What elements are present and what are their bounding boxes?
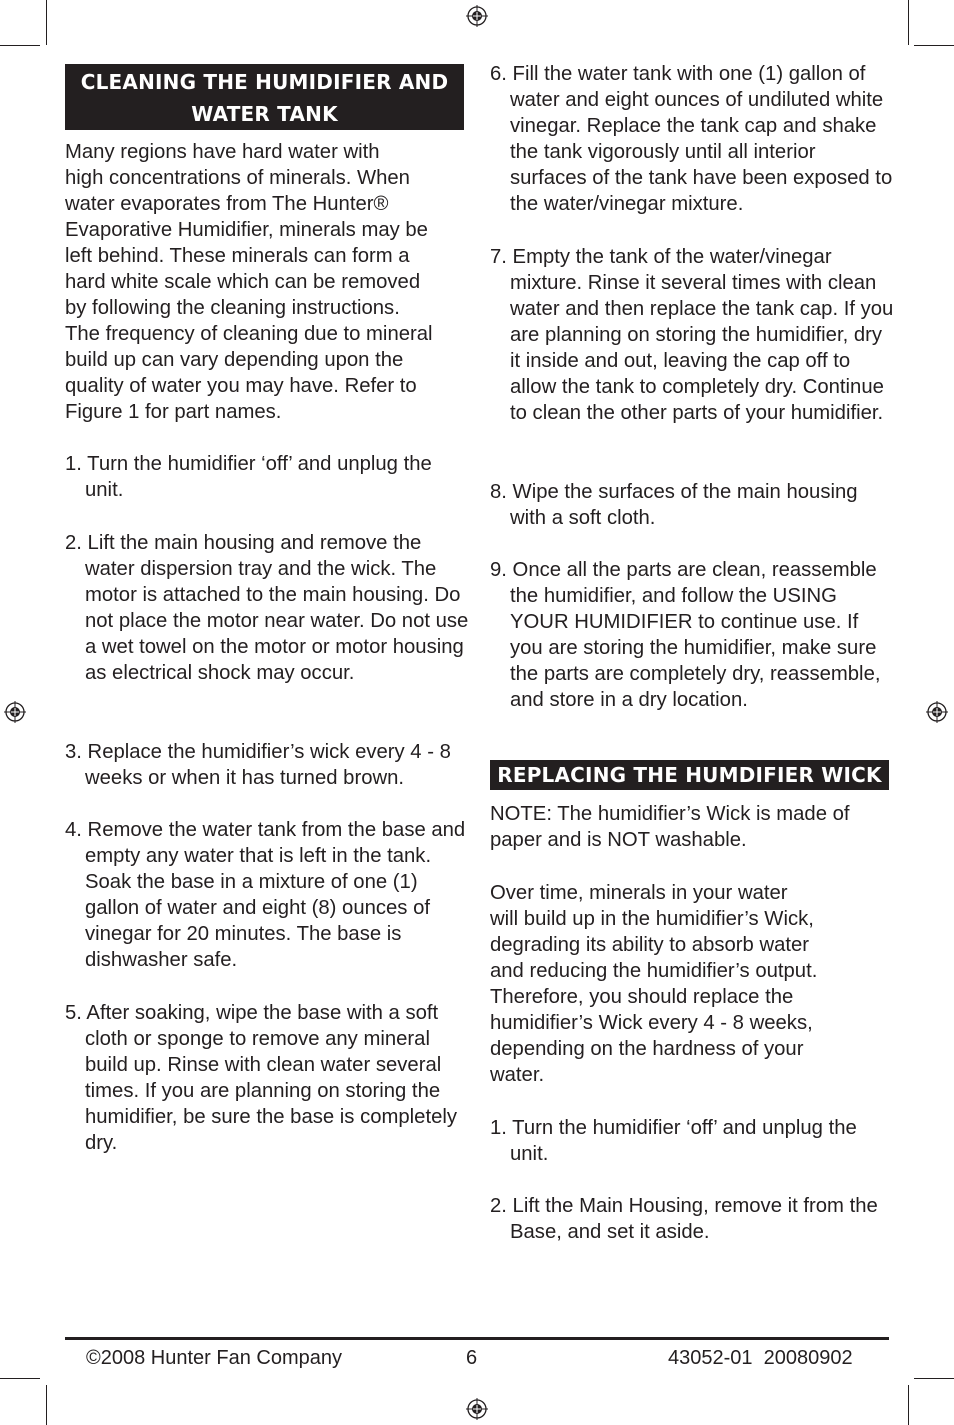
cleaning-step: 8. Wipe the surfaces of the main housing with a soft cloth. [490, 481, 858, 529]
crop-mark [46, 1385, 47, 1425]
crop-mark [908, 0, 909, 45]
page-number: 6 [466, 1347, 478, 1369]
cleaning-step: 9. Once all the parts are clean, reassemble the humidifier, and follow the USING YOUR HUMIDIFIER to continue use. If you are storing the humidifier, make sure the parts are completely dry, reassemble, and store in a dry location. [490, 559, 881, 711]
crop-mark [914, 45, 954, 46]
cleaning-step: 7. Empty the tank of the water/vinegar mixture. Rinse it several times with clean water and then replace the tank cap. If you are planning on storing the humidifier, dry it inside and out, leaving the cap off to allow the tank to completely dry. Continue to clean the other parts of your humidifier. [490, 246, 894, 424]
wick-step: 2. Lift the Main Housing, remove it from the Base, and set it aside. [490, 1195, 878, 1243]
cleaning-step: 1. Turn the humidifier ‘off’ and unplug the unit. [65, 453, 432, 501]
crop-mark [0, 45, 40, 46]
registration-mark-icon [466, 5, 488, 27]
cleaning-step: 6. Fill the water tank with one (1) gallon of water and eight ounces of undiluted white vinegar. Replace the tank cap and shake the tank vigorously until all interior surfaces of the tank have been exposed to the water/vinegar mixture. [490, 63, 893, 215]
wick-step: 1. Turn the humidifier ‘off’ and unplug the unit. [490, 1117, 857, 1165]
footer-copyright: ©2008 Hunter Fan Company [86, 1347, 342, 1369]
crop-mark [0, 1378, 40, 1379]
section-heading-replacing-wick: REPLACING THE HUMDIFIER WICK [490, 760, 889, 790]
wick-note: NOTE: The humidifier’s Wick is made of paper and is NOT washable. [490, 803, 850, 851]
cleaning-step: 4. Remove the water tank from the base and empty any water that is left in the tank. Soak the base in a mixture of one (1) gallon of water and eight (8) ounces of vinegar for 20 minutes. The base is dishwasher safe. [65, 819, 466, 971]
registration-mark-icon [466, 1398, 488, 1420]
cleaning-step: 5. After soaking, wipe the base with a soft cloth or sponge to remove any mineral build up. Rinse with clean water several times. If you are planning on storing the humidifier, be sure the base is completely dry. [65, 1002, 458, 1154]
footer-rule [65, 1337, 889, 1340]
intro-paragraph: Many regions have hard water with high concentrations of minerals. When water evaporates from The Hunter® Evaporative Humidifier, minerals may be left behind. These minerals can form a hard white scale which can be removed by following the cleaning instructions. The frequency of cleaning due to mineral build up can vary depending upon the quality of water you may have. Refer to Figure 1 for part names. [65, 141, 433, 423]
cleaning-step: 3. Replace the humidifier’s wick every 4 - 8 weeks or when it has turned brown. [65, 741, 451, 789]
wick-paragraph: Over time, minerals in your water will build up in the humidifier’s Wick, degrading its ability to absorb water and reducing the humidifier’s output. Therefore, you should replace the humidifier’s Wick every 4 - 8 weeks, depending on the hardness of your water. [490, 882, 818, 1086]
crop-mark [908, 1385, 909, 1425]
section-heading-cleaning: CLEANING THE HUMIDIFIER AND WATER TANK [65, 64, 464, 130]
registration-mark-icon [4, 701, 26, 723]
crop-mark [46, 0, 47, 45]
registration-mark-icon [926, 701, 948, 723]
footer-doc-code: 43052-01 20080902 [668, 1347, 853, 1369]
cleaning-step: 2. Lift the main housing and remove the water dispersion tray and the wick. The motor is attached to the main housing. Do not place the motor near water. Do not use a wet towel on the motor or motor housing as electrical shock may occur. [65, 532, 469, 684]
crop-mark [914, 1378, 954, 1379]
